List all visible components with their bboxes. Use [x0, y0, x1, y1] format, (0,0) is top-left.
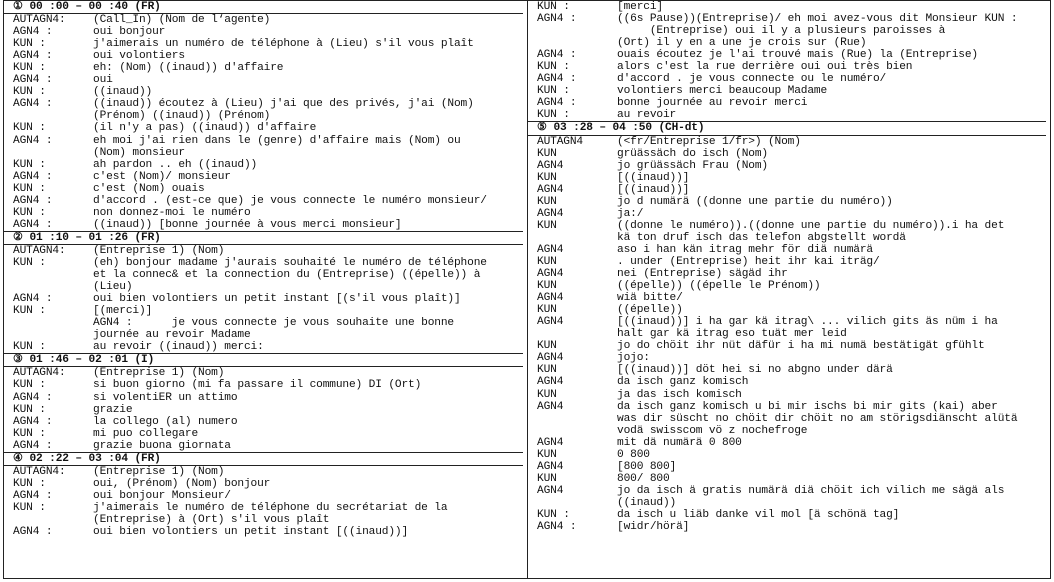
transcript-line — [13, 478, 523, 490]
speaker-label: AGN4 — [537, 207, 564, 220]
transcript-line — [13, 86, 523, 98]
speaker-label: AUTAGN4: — [13, 244, 66, 257]
speaker-label: KUN : — [13, 86, 46, 99]
speaker-label: KUN : — [13, 341, 46, 354]
transcript-line — [537, 461, 1046, 473]
transcript-line — [13, 98, 523, 110]
utterance-text: ((inaud)) — [93, 86, 153, 99]
transcript-line — [537, 413, 1046, 425]
speaker-label: AGN4 : — [13, 526, 53, 539]
speaker-label: AGN4 — [537, 292, 564, 305]
utterance-text: aso i han kän itrag mehr för diä numärä — [617, 243, 873, 256]
utterance-text: eh: (Nom) ((inaud)) d'affaire — [93, 62, 284, 75]
utterance-text: (Entreprise 1) (Nom) — [93, 367, 225, 380]
speaker-label — [13, 147, 93, 159]
transcript-line — [537, 109, 1046, 121]
speaker-label: AGN4 — [537, 316, 564, 329]
transcript-line — [537, 61, 1046, 73]
utterance-text: wiä bitte/ — [617, 292, 683, 305]
utterance-text: au revoir — [617, 109, 677, 122]
transcript-line — [537, 184, 1046, 196]
speaker-label: KUN : — [13, 158, 46, 171]
utterance-text: (Entreprise) oui il y a plusieurs paroisses à — [617, 25, 946, 38]
utterance-text: ja:/ — [617, 207, 644, 220]
utterance-text: jo da isch ä gratis numärä diä chöit ich vilich me sägä als — [617, 484, 1005, 497]
transcript-line — [537, 316, 1046, 328]
utterance-text: jojo: — [617, 352, 650, 365]
utterance-text: da isch ganz komisch u bi mir ischs bi mir gits (kai) aber — [617, 400, 998, 413]
speaker-label: AGN4 — [537, 268, 564, 281]
utterance-text: [((inaud))] i ha gar kä itrag\ ... vilich gits äs nüm i ha — [617, 316, 998, 329]
transcript-line — [537, 13, 1046, 25]
speaker-label: KUN — [537, 304, 557, 317]
utterance-text: j'aimerais le numéro de téléphone du secrétariat de la — [93, 501, 448, 514]
utterance-text: ((inaud)) — [617, 496, 677, 509]
utterance-text: ((épelle)) — [617, 304, 683, 317]
speaker-label: AGN4 — [537, 159, 564, 172]
transcript-line — [537, 208, 1046, 220]
speaker-label: AGN4 : — [13, 98, 53, 111]
utterance-text: oui bien volontiers un petit instant [((inaud))] — [93, 526, 409, 539]
transcript-line — [13, 281, 523, 293]
speaker-label: AGN4 — [537, 376, 564, 389]
utterance-text: halt gar kä itrag eso tuät mer leid — [617, 328, 847, 341]
transcript-line — [13, 171, 523, 183]
speaker-label: AGN4 — [537, 460, 564, 473]
speaker-label: KUN — [537, 472, 557, 485]
utterance-text: (Entreprise 1) (Nom) — [93, 465, 225, 478]
speaker-label — [537, 497, 617, 509]
utterance-text: ouais écoutez je l'ai trouvé mais (Rue) la (Entreprise) — [617, 49, 978, 62]
transcript-line — [537, 509, 1046, 521]
transcript-line — [537, 37, 1046, 49]
transcript-line — [13, 195, 523, 207]
speaker-label: AGN4 : — [537, 521, 577, 534]
utterance-text: (Call_In) (Nom de l‘agente) — [93, 14, 271, 27]
utterance-text: (eh) bonjour madame j'aurais souhaité le numéro de téléphone — [93, 256, 487, 269]
transcript-line — [13, 392, 523, 404]
utterance-text: la collego (al) numero — [93, 415, 238, 428]
speaker-label: KUN : — [13, 206, 46, 219]
speaker-label: KUN : — [537, 508, 570, 521]
speaker-label: AGN4 : — [13, 26, 53, 39]
transcript-line — [13, 122, 523, 134]
utterance-text: (Entreprise) à (Ort) s'il vous plaît — [93, 513, 330, 526]
transcript-line — [13, 62, 523, 74]
utterance-text: ((6s Pause))(Entreprise)/ eh moi avez-vous dit Monsieur KUN : — [617, 13, 1018, 26]
transcript-line — [537, 232, 1046, 244]
utterance-text: . under (Entreprise) heit ihr kai iträg/ — [617, 255, 880, 268]
speaker-label — [537, 25, 617, 37]
left-lines — [13, 1, 523, 538]
speaker-label: KUN : — [537, 1, 570, 13]
utterance-text: et la connec& et la connection du (Entreprise) ((épelle)) à — [93, 269, 481, 282]
speaker-label: KUN : — [13, 62, 46, 75]
transcript-line — [13, 14, 523, 26]
transcript-line — [13, 269, 523, 281]
utterance-text: [800 800] — [617, 460, 677, 473]
utterance-text: ((donne le numéro)).((donne une partie du numéro)).i ha det — [617, 219, 1005, 232]
utterance-text: grazie — [93, 403, 133, 416]
transcript-line — [537, 473, 1046, 485]
speaker-label: AGN4 : — [13, 74, 53, 87]
transcript-line — [13, 317, 523, 329]
speaker-label: AUTAGN4: — [13, 465, 66, 478]
speaker-label: AGN4 : — [537, 97, 577, 110]
utterance-text: journée au revoir Madame — [93, 329, 251, 342]
utterance-text: j'aimerais un numéro de téléphone à (Lieu) s'il vous plaît — [93, 38, 474, 51]
transcript-line — [537, 73, 1046, 85]
speaker-label: AGN4 : — [13, 489, 53, 502]
transcript-line — [537, 425, 1046, 437]
speaker-label: AGN4 : — [13, 170, 53, 183]
speaker-label: AGN4 : — [13, 194, 53, 207]
utterance-text: oui bonjour Monsieur/ — [93, 489, 231, 502]
utterance-text: d'accord . je vous connecte ou le numéro/ — [617, 73, 887, 86]
speaker-label: KUN : — [13, 379, 46, 392]
speaker-label: AGN4 : — [13, 218, 53, 231]
section-header: ② 01 :10 – 01 :26 (FR) — [4, 231, 523, 245]
speaker-label: AGN4 : — [537, 73, 577, 86]
transcript-line — [13, 245, 523, 257]
transcript-line — [537, 376, 1046, 388]
transcript-line — [537, 25, 1046, 37]
transcript-line — [13, 305, 523, 317]
utterance-text: volontiers merci beaucoup Madame — [617, 85, 828, 98]
transcript-line — [537, 521, 1046, 533]
utterance-text: oui — [93, 74, 113, 87]
transcript-line — [537, 244, 1046, 256]
utterance-text: (il n'y a pas) ((inaud)) d'affaire — [93, 122, 317, 135]
transcript-column-right — [528, 1, 1050, 578]
utterance-text: ((inaud)) écoutez à (Lieu) j'ai que des privés, j'ai (Nom) — [93, 98, 474, 111]
utterance-text: bonne journée au revoir merci — [617, 97, 808, 110]
speaker-label: KUN : — [13, 403, 46, 416]
transcript-line — [537, 328, 1046, 340]
transcript-line — [13, 207, 523, 219]
utterance-text: ((inaud)) [bonne journée à vous merci monsieur] — [93, 218, 402, 231]
utterance-text: grazie buona giornata — [93, 439, 231, 452]
transcript-line — [13, 135, 523, 147]
transcript-line — [537, 1, 1046, 13]
transcript-line — [13, 404, 523, 416]
speaker-label — [13, 110, 93, 122]
utterance-text: c'est (Nom)/ monsieur — [93, 170, 231, 183]
transcript-line — [537, 280, 1046, 292]
speaker-label — [537, 37, 617, 49]
utterance-text: 800/ 800 — [617, 472, 670, 485]
speaker-label: KUN — [537, 364, 557, 377]
utterance-text: da isch ganz komisch — [617, 376, 749, 389]
transcript-line — [13, 219, 523, 231]
speaker-label: KUN : — [13, 501, 46, 514]
utterance-text: [(merci)] — [93, 305, 153, 318]
speaker-label — [13, 329, 93, 341]
utterance-text: da isch u liäb danke vil mol [ä schönä tag] — [617, 508, 900, 521]
transcript-line — [13, 514, 523, 526]
utterance-text: (Lieu) — [93, 281, 133, 294]
speaker-label: AGN4 : — [13, 293, 53, 306]
transcript-line — [537, 85, 1046, 97]
speaker-label: KUN : — [13, 122, 46, 135]
utterance-text: mit dä numärä 0 800 — [617, 436, 742, 449]
utterance-text: [((inaud))] — [617, 183, 690, 196]
transcript-line — [537, 148, 1046, 160]
section-header: ① 00 :00 – 00 :40 (FR) — [4, 1, 523, 14]
speaker-label: KUN — [537, 388, 557, 401]
speaker-label: AGN4 : — [13, 134, 53, 147]
transcript-line — [537, 97, 1046, 109]
utterance-text: alors c'est la rue derrière oui oui très bien — [617, 61, 913, 74]
speaker-label — [537, 328, 617, 340]
speaker-label — [537, 425, 617, 437]
transcript-line — [13, 416, 523, 428]
transcript-line — [13, 466, 523, 478]
speaker-label: KUN — [537, 195, 557, 208]
transcript-line — [537, 352, 1046, 364]
transcript-column-left — [4, 1, 528, 578]
utterance-text: non donnez-moi le numéro — [93, 206, 251, 219]
speaker-label: KUN : — [13, 182, 46, 195]
speaker-label: KUN — [537, 147, 557, 160]
utterance-text: ja das isch komisch — [617, 388, 742, 401]
transcript-line — [537, 485, 1046, 497]
speaker-label: AGN4 : — [537, 13, 577, 26]
utterance-text: oui bien volontiers un petit instant [(s'il vous plaît)] — [93, 293, 461, 306]
transcript-line — [537, 136, 1046, 148]
utterance-text: eh moi j'ai rien dans le (genre) d'affaire mais (Nom) ou — [93, 134, 461, 147]
utterance-text: c'est (Nom) ouais — [93, 182, 205, 195]
utterance-text: (Prénom) ((inaud)) (Prénom) — [93, 110, 271, 123]
utterance-text: (Nom) monsieur — [93, 146, 185, 159]
speaker-label: KUN : — [13, 38, 46, 51]
speaker-label: AUTAGN4: — [13, 14, 66, 27]
utterance-text: grüässäch do isch (Nom) — [617, 147, 768, 160]
transcript-table — [3, 0, 1051, 579]
utterance-text: jo d numärä ((donne une partie du numéro)) — [617, 195, 893, 208]
speaker-label: KUN : — [537, 85, 570, 98]
transcript-line — [537, 196, 1046, 208]
utterance-text: (Entreprise 1) (Nom) — [93, 244, 225, 257]
transcript-line — [537, 292, 1046, 304]
utterance-text: jo grüässäch Frau (Nom) — [617, 159, 768, 172]
transcript-line — [537, 160, 1046, 172]
transcript-line — [13, 183, 523, 195]
utterance-text: [widr/hörä] — [617, 521, 690, 534]
utterance-text: d'accord . (est-ce que) je vous connecte le numéro monsieur/ — [93, 194, 487, 207]
speaker-label: KUN : — [537, 61, 570, 74]
transcript-line — [13, 159, 523, 171]
speaker-label: KUN : — [13, 477, 46, 490]
utterance-text: oui, (Prénom) (Nom) bonjour — [93, 477, 271, 490]
section-header: ④ 02 :22 – 03 :04 (FR) — [4, 452, 523, 466]
utterance-text: [((inaud))] döt hei si no abgno under därä — [617, 364, 893, 377]
transcript-line — [13, 257, 523, 269]
transcript-line — [13, 367, 523, 379]
utterance-text: 0 800 — [617, 448, 650, 461]
utterance-text: AGN4 : je vous connecte je vous souhaite une bonne — [93, 317, 454, 330]
utterance-text: ((épelle)) ((épelle le Prénom)) — [617, 280, 821, 293]
speaker-label — [13, 269, 93, 281]
transcript-line — [13, 26, 523, 38]
right-lines — [537, 1, 1046, 533]
utterance-text: si volentiER un attimo — [93, 391, 238, 404]
transcript-line — [537, 364, 1046, 376]
transcript-line — [13, 440, 523, 452]
speaker-label: AGN4 : — [13, 50, 53, 63]
utterance-text: (Ort) il y en a une je crois sur (Rue) — [617, 37, 867, 50]
speaker-label: KUN : — [13, 305, 46, 318]
transcript-line — [537, 449, 1046, 461]
speaker-label — [13, 514, 93, 526]
speaker-label: AGN4 — [537, 352, 564, 365]
transcript-line — [13, 74, 523, 86]
speaker-label: AGN4 : — [13, 439, 53, 452]
transcript-line — [13, 341, 523, 353]
utterance-text: ah pardon .. eh ((inaud)) — [93, 158, 258, 171]
utterance-text: kä ton druf isch das telefon abgstellt wordä — [617, 231, 906, 244]
transcript-line — [13, 490, 523, 502]
speaker-label: AGN4 — [537, 243, 564, 256]
transcript-line — [537, 49, 1046, 61]
speaker-label: KUN : — [13, 427, 46, 440]
utterance-text: oui bonjour — [93, 26, 166, 39]
speaker-label: KUN — [537, 340, 557, 353]
section-header: ⑤ 03 :28 – 04 :50 (CH-dt) — [528, 121, 1046, 135]
transcript-line — [537, 389, 1046, 401]
speaker-label — [13, 317, 93, 329]
utterance-text: jo do chöit ihr nüt däfür i ha mi numä bestätigät gfühlt — [617, 340, 985, 353]
speaker-label — [537, 232, 617, 244]
speaker-label: AGN4 — [537, 400, 564, 413]
speaker-label: KUN — [537, 255, 557, 268]
speaker-label: AUTAGN4: — [13, 367, 66, 380]
speaker-label: AGN4 : — [13, 415, 53, 428]
transcript-line — [537, 172, 1046, 184]
utterance-text: vodä swisscom vö z nochefroge — [617, 424, 808, 437]
transcript-line — [13, 293, 523, 305]
speaker-label: AGN4 — [537, 484, 564, 497]
transcript-line — [537, 304, 1046, 316]
transcript-line — [13, 38, 523, 50]
utterance-text: (<fr/Entreprise 1/fr>) (Nom) — [617, 135, 801, 148]
speaker-label: KUN : — [537, 109, 570, 122]
transcript-line — [13, 110, 523, 122]
transcript-line — [13, 526, 523, 538]
transcript-line — [13, 428, 523, 440]
utterance-text: [((inaud))] — [617, 171, 690, 184]
transcript-line — [537, 268, 1046, 280]
utterance-text: mi puo collegare — [93, 427, 199, 440]
transcript-line — [13, 50, 523, 62]
speaker-label: AGN4 — [537, 183, 564, 196]
transcript-line — [13, 147, 523, 159]
utterance-text: was dir süscht no chöit dir chöit no am störigsdiänscht alütä — [617, 412, 1018, 425]
speaker-label: KUN — [537, 280, 557, 293]
speaker-label: AUTAGN4 — [537, 135, 583, 148]
transcript-line — [537, 437, 1046, 449]
transcript-line — [537, 256, 1046, 268]
transcript-line — [13, 329, 523, 341]
speaker-label — [537, 413, 617, 425]
utterance-text: nei (Entreprise) sägäd ihr — [617, 268, 788, 281]
transcript-line — [537, 220, 1046, 232]
utterance-text: si buon giorno (mi fa passare il commune) DI (Ort) — [93, 379, 422, 392]
transcript-line — [537, 340, 1046, 352]
speaker-label: AGN4 — [537, 436, 564, 449]
speaker-label: KUN — [537, 171, 557, 184]
speaker-label: KUN — [537, 448, 557, 461]
transcript-line — [537, 497, 1046, 509]
section-header: ③ 01 :46 – 02 :01 (I) — [4, 353, 523, 367]
speaker-label: KUN — [537, 219, 557, 232]
speaker-label: KUN : — [13, 256, 46, 269]
utterance-text: au revoir ((inaud)) merci: — [93, 341, 264, 354]
utterance-text: oui volontiers — [93, 50, 185, 63]
speaker-label: AGN4 : — [13, 391, 53, 404]
speaker-label: AGN4 : — [537, 49, 577, 62]
transcript-line — [13, 502, 523, 514]
speaker-label — [13, 281, 93, 293]
transcript-line — [537, 401, 1046, 413]
utterance-text: [merci] — [617, 1, 663, 13]
transcript-line — [13, 379, 523, 391]
